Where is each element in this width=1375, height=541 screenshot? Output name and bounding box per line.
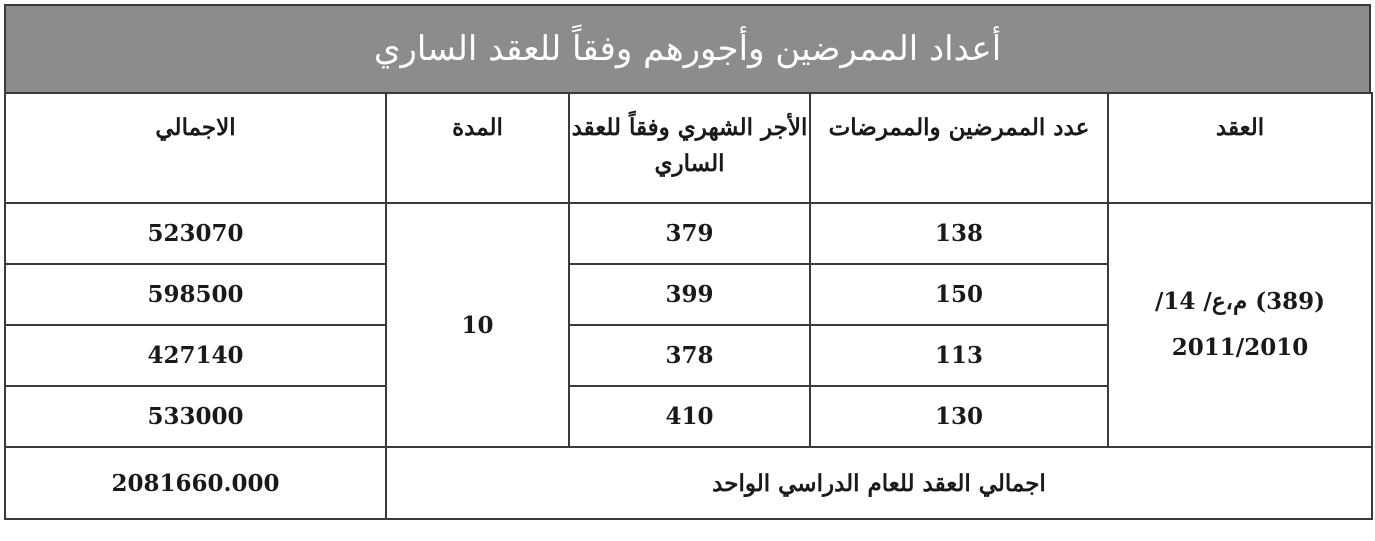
header-duration: المدة: [386, 93, 569, 203]
header-monthly-wage: الأجر الشهري وفقاً للعقد الساري: [569, 93, 810, 203]
table-title: أعداد الممرضين وأجورهم وفقاً للعقد الساري: [373, 29, 1002, 69]
row-total-cell: 523070: [5, 203, 386, 264]
table-title-bar: [4, 4, 1371, 92]
header-contract: العقد: [1108, 93, 1372, 203]
nurses-count-cell: 150: [810, 264, 1108, 325]
header-row: [5, 93, 1372, 203]
contract-reference: (389) م،ع/ 14/: [1154, 288, 1325, 315]
header-total: الاجمالي: [5, 93, 386, 203]
nurses-wages-table-frame: [4, 4, 1371, 520]
nurses-wages-table: [4, 92, 1373, 520]
row-total-cell: 598500: [5, 264, 386, 325]
grand-total-label: اجمالي العقد للعام الدراسي الواحد: [386, 447, 1372, 519]
row-total-cell: 427140: [5, 325, 386, 386]
header-nurses-count: عدد الممرضين والممرضات: [810, 93, 1108, 203]
nurses-count-cell: 130: [810, 386, 1108, 447]
row-total-cell: 533000: [5, 386, 386, 447]
contract-year: 2011/2010: [1171, 334, 1309, 361]
table-row: [5, 203, 1372, 264]
monthly-wage-cell: 378: [569, 325, 810, 386]
monthly-wage-cell: 379: [569, 203, 810, 264]
nurses-count-cell: 138: [810, 203, 1108, 264]
duration-cell: 10: [386, 203, 569, 447]
nurses-count-cell: 113: [810, 325, 1108, 386]
monthly-wage-cell: 399: [569, 264, 810, 325]
monthly-wage-cell: 410: [569, 386, 810, 447]
contract-cell: [1108, 203, 1372, 447]
grand-total-value: 2081660.000: [5, 447, 386, 519]
grand-total-row: [5, 447, 1372, 519]
